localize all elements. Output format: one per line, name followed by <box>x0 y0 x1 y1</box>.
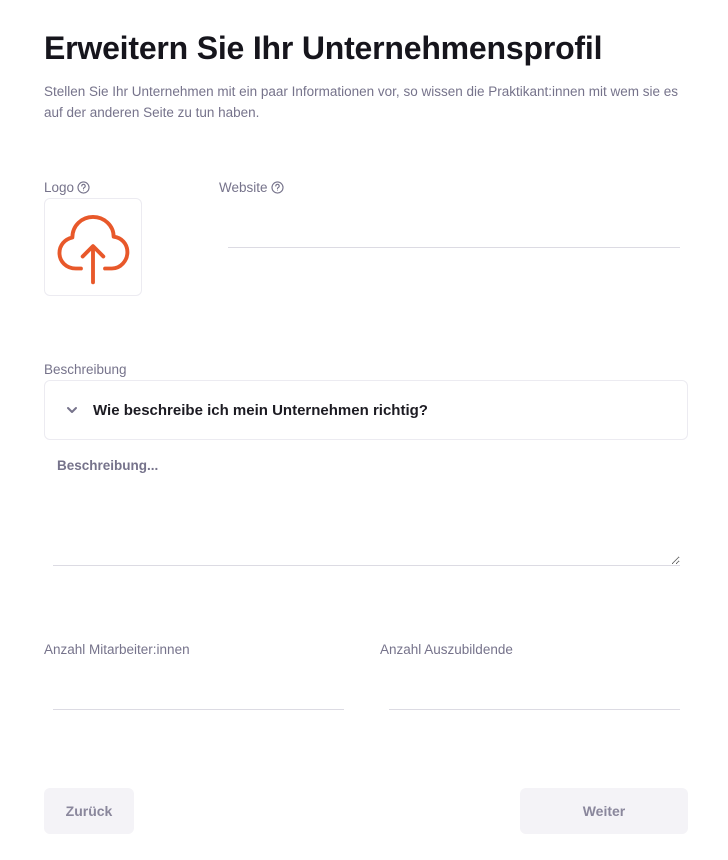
back-button[interactable]: Zurück <box>44 788 134 834</box>
next-button[interactable]: Weiter <box>520 788 688 834</box>
description-label: Beschreibung <box>44 362 127 377</box>
trainees-input[interactable] <box>389 678 680 710</box>
logo-label-text: Logo <box>44 180 75 195</box>
description-help-accordion[interactable] <box>44 380 688 440</box>
company-profile-form <box>44 0 688 860</box>
accordion-label: Wie beschreibe ich mein Unternehmen richtig? <box>93 401 428 419</box>
help-icon[interactable] <box>77 181 90 194</box>
trainees-label: Anzahl Auszubildende <box>380 642 513 657</box>
website-input[interactable] <box>228 216 680 248</box>
page-title: Erweitern Sie Ihr Unternehmensprofil <box>44 30 603 66</box>
employees-label: Anzahl Mitarbeiter:innen <box>44 642 190 657</box>
employees-input[interactable] <box>53 678 344 710</box>
description-textarea[interactable] <box>53 452 680 566</box>
help-icon[interactable] <box>271 181 284 194</box>
website-label-text: Website <box>219 180 268 195</box>
logo-label <box>44 180 90 195</box>
cloud-upload-icon <box>50 204 136 290</box>
logo-upload-button[interactable] <box>44 198 142 296</box>
page-subtitle: Stellen Sie Ihr Unternehmen mit ein paar Informationen vor, so wissen die Praktikant:innen mit wem sie es auf der anderen Seite zu tun haben. <box>44 84 679 120</box>
website-label <box>219 180 284 195</box>
chevron-down-icon <box>65 403 79 417</box>
